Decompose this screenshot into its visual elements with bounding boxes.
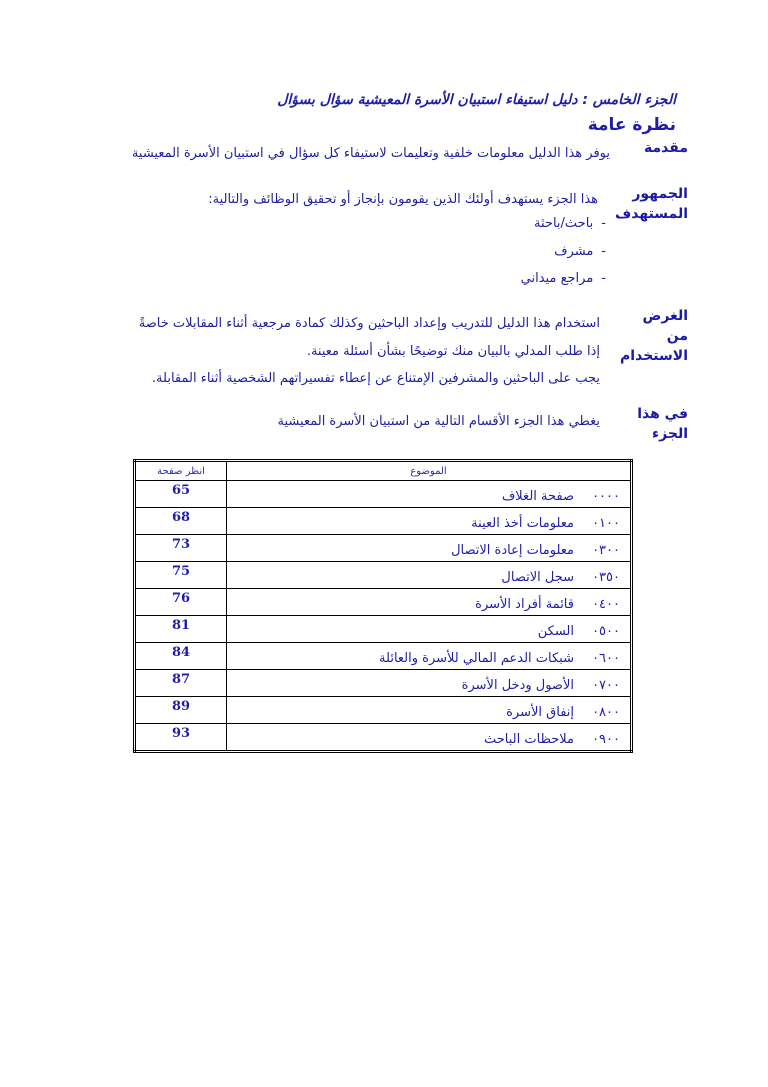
toc-page: 89 — [171, 699, 191, 714]
purpose-label: الغرض من الاستخدام — [620, 308, 688, 364]
toc-title: صفحة الغلاف — [501, 489, 574, 504]
table-row — [135, 616, 632, 643]
table-row — [135, 670, 632, 697]
toc-title: معلومات أخذ العينة — [471, 516, 574, 531]
audience-item: -مراجع ميداني — [520, 271, 606, 286]
document-header-title: الجزء الخامس : دليل استيفاء استبيان الأسرة المعيشية سؤال بسؤال — [277, 92, 676, 108]
toc-title: شبكات الدعم المالي للأسرة والعائلة — [379, 651, 574, 666]
overview-heading: نظرة عامة — [587, 115, 676, 135]
toc-page: 68 — [171, 510, 191, 525]
toc-number: ٠٣٠٠ — [592, 543, 620, 558]
table-row — [135, 643, 632, 670]
toc-title: معلومات إعادة الاتصال — [451, 543, 574, 558]
intro-label: مقدمة — [644, 140, 688, 156]
toc-number: ٠١٠٠ — [592, 516, 620, 531]
toc-number: ٠٠٠٠ — [592, 489, 620, 504]
table-row — [135, 562, 632, 589]
toc-page: 73 — [171, 537, 191, 552]
purpose-line: يجب على الباحثين والمشرفين الإمتناع عن إعطاء تفسيراتهم الشخصية أثناء المقابلة. — [151, 371, 600, 386]
purpose-line: استخدام هذا الدليل للتدريب وإعداد الباحثين وكذلك كمادة مرجعية أثناء المقابلات خاصةً — [138, 316, 600, 331]
toc-page: 65 — [171, 483, 191, 498]
toc-header-topic: الموضوع — [227, 461, 632, 481]
toc-title: إنفاق الأسرة — [506, 705, 574, 720]
toc-page: 93 — [171, 726, 191, 741]
intro-text: يوفر هذا الدليل معلومات خلفية وتعليمات لاستيفاء كل سؤال في استبيان الأسرة المعيشية — [131, 146, 610, 161]
toc-title: السكن — [537, 624, 574, 639]
table-row — [135, 481, 632, 508]
audience-item: -باحث/باحثة — [534, 216, 606, 231]
in-this-part-text: يغطي هذا الجزء الأقسام التالية من استبيان الأسرة المعيشية — [277, 414, 600, 429]
toc-number: ٠٧٠٠ — [592, 678, 620, 693]
toc-page: 75 — [171, 564, 191, 579]
audience-text: هذا الجزء يستهدف أولئك الذين يقومون بإنجاز أو تحقيق الوظائف والتالية: — [208, 192, 598, 207]
toc-page: 84 — [171, 645, 191, 660]
toc-number: ٠٤٠٠ — [592, 597, 620, 612]
table-row — [135, 535, 632, 562]
toc-title: سجل الاتصال — [501, 570, 574, 585]
table-row — [135, 589, 632, 616]
table-row — [135, 508, 632, 535]
toc-title: الأصول ودخل الأسرة — [461, 678, 574, 693]
table-row — [135, 724, 632, 752]
toc-number: ٠٦٠٠ — [592, 651, 620, 666]
audience-label: الجمهور المستهدف — [615, 186, 688, 222]
audience-item: -مشرف — [554, 244, 606, 259]
toc-header-page: انظر صفحة — [135, 461, 227, 481]
toc-table — [133, 459, 633, 753]
in-this-part-label: في هذا الجزء — [637, 406, 688, 442]
table-row — [135, 697, 632, 724]
toc-title: قائمة أفراد الأسرة — [475, 597, 574, 612]
purpose-line: إذا طلب المدلي بالبيان منك توضيحًا بشأن أسئلة معينة. — [306, 344, 600, 359]
toc-number: ٠٨٠٠ — [592, 705, 620, 720]
toc-number: ٠٥٠٠ — [592, 624, 620, 639]
toc-title: ملاحظات الباحث — [483, 732, 574, 747]
toc-header-row — [135, 461, 632, 481]
toc-page: 87 — [171, 672, 191, 687]
toc-number: ٠٣٥٠ — [592, 570, 620, 585]
toc-page: 76 — [171, 591, 191, 606]
toc-page: 81 — [171, 618, 191, 633]
toc-number: ٠٩٠٠ — [592, 732, 620, 747]
